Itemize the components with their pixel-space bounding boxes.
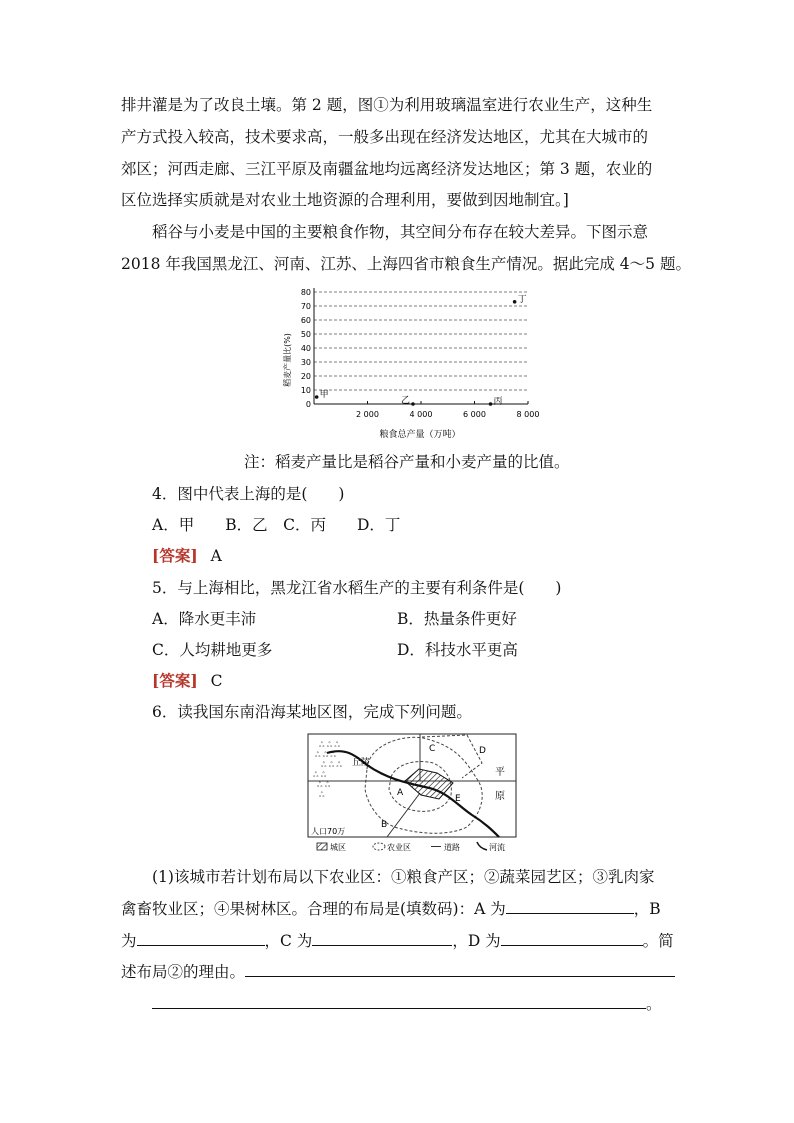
chart-point-2 bbox=[411, 402, 415, 406]
chart-x-tick-label: 4 000 bbox=[409, 410, 433, 419]
q4-answer-tag: [答案] bbox=[152, 546, 198, 565]
chart-y-tick-label: 10 bbox=[300, 386, 311, 395]
answer-blank-d[interactable] bbox=[501, 931, 643, 946]
svg-text:ஃ ஃ: ஃ ஃ bbox=[313, 771, 327, 779]
chart-point-label: 丁 bbox=[517, 294, 527, 305]
intro-line-3: 郊区；河西走廊、三江平原及南疆盆地均远离经济发达地区；第 3 题，农业的 bbox=[121, 160, 653, 178]
q5-option-d: D．科技水平更高 bbox=[397, 641, 518, 659]
q5-option-a: A．降水更丰沛 bbox=[152, 610, 257, 628]
intro-line-4: 区位选择实质就是对农业土地资源的合理利用，要做到因地制宜。] bbox=[121, 191, 569, 209]
answer-blank-a[interactable] bbox=[506, 899, 634, 914]
q6-sub1-line3-d: 。简 bbox=[642, 932, 674, 950]
chart-point-3 bbox=[489, 402, 493, 406]
map-label-c: C bbox=[429, 744, 436, 754]
chart-note: 注：稻麦产量比是稻谷产量和小麦产量的比值。 bbox=[244, 453, 570, 471]
map-label-a: A bbox=[397, 788, 404, 798]
q4-options: A．甲 B．乙 C．丙 D．丁 bbox=[152, 516, 401, 534]
chart-y-tick-label: 60 bbox=[300, 316, 311, 325]
map-label-hill: 丘陵 bbox=[352, 758, 371, 768]
chart-x-tick-label: 6 000 bbox=[463, 410, 486, 419]
chart-y-tick-label: 0 bbox=[305, 400, 311, 409]
q6-stem: 6．读我国东南沿海某地区图，完成下列问题。 bbox=[152, 703, 472, 721]
answer-blank-reason-1[interactable] bbox=[245, 962, 675, 977]
q4-answer bbox=[152, 546, 222, 566]
q6-sub1-line2-tail: ，B bbox=[633, 900, 661, 918]
map-label-d: D bbox=[479, 746, 486, 756]
answer-blank-c[interactable] bbox=[312, 931, 452, 946]
q5-answer-value: C bbox=[210, 672, 223, 690]
chart-point-1 bbox=[315, 395, 319, 399]
chart-y-tick-label: 80 bbox=[300, 288, 311, 297]
q5-answer bbox=[152, 671, 222, 691]
intro-line-1: 排井灌是为了改良土壤。第 2 题，图①为利用玻璃温室进行农业生产，这种生 bbox=[121, 96, 653, 114]
q6-sub1-line2 bbox=[121, 899, 661, 919]
chart-x-tick-label: 2 000 bbox=[356, 410, 379, 419]
legend-agri: 农业区 bbox=[387, 843, 411, 852]
q6-sub1-line3-a: 为 bbox=[121, 932, 137, 950]
q6-sub1-line3-c: ，D 为 bbox=[452, 932, 501, 950]
svg-text:ஃ ஃ ஃ: ஃ ஃ ஃ bbox=[319, 741, 340, 749]
q6-sub1-line2-text: 禽畜牧业区；④果树林区。合理的布局是(填数码)：A 为 bbox=[121, 900, 506, 918]
q6-end-mark: 。 bbox=[646, 995, 662, 1013]
legend-road: 道路 bbox=[444, 843, 460, 852]
grain-production-chart bbox=[278, 282, 548, 442]
chart-point-label: 丙 bbox=[493, 397, 503, 407]
svg-text:ஃ: ஃ bbox=[319, 791, 325, 799]
para2-line-2: 2018 年我国黑龙江、河南、江苏、上海四省市粮食生产情况。据此完成 4～5 题。 bbox=[121, 255, 691, 273]
chart-y-tick-label: 20 bbox=[300, 372, 311, 381]
q4-answer-value: A bbox=[210, 547, 222, 565]
legend-city: 城区 bbox=[330, 843, 346, 852]
map-label-population: 人口70万 bbox=[311, 827, 346, 836]
map-label-plain-1: 平 bbox=[495, 767, 505, 778]
map-label-plain-2: 原 bbox=[495, 791, 505, 802]
q6-sub1-line4-text: 述布局②的理由。 bbox=[121, 963, 246, 981]
legend-river: 河流 bbox=[489, 843, 505, 852]
chart-y-tick-label: 40 bbox=[300, 344, 311, 353]
coastal-region-map bbox=[307, 733, 522, 855]
q6-sub1-line3 bbox=[121, 931, 674, 951]
chart-point-4 bbox=[513, 300, 517, 304]
chart-x-label: 粮食总产量（万吨） bbox=[379, 430, 461, 440]
q6-sub1-line4 bbox=[121, 962, 675, 982]
hill-symbols bbox=[313, 741, 342, 799]
q6-sub1-line1: (1)该城市若计划布局以下农业区：①粮食产区；②蔬菜园艺区；③乳肉家 bbox=[152, 868, 655, 886]
chart-y-tick-label: 50 bbox=[300, 330, 311, 339]
q5-option-b: B．热量条件更好 bbox=[397, 610, 517, 628]
q5-answer-tag: [答案] bbox=[152, 671, 198, 690]
para2-line-1: 稻谷与小麦是中国的主要粮食作物，其空间分布存在较大差异。下图示意 bbox=[152, 223, 649, 241]
chart-point-label: 甲 bbox=[319, 390, 329, 400]
q4-stem: 4．图中代表上海的是( ) bbox=[152, 485, 345, 503]
chart-y-tick-label: 30 bbox=[300, 358, 311, 367]
q6-sub1-line5 bbox=[152, 994, 662, 1014]
q5-option-c: C．人均耕地更多 bbox=[152, 641, 273, 659]
chart-y-tick-label: 70 bbox=[300, 302, 311, 311]
chart-y-label: 稻麦产量比(%) bbox=[283, 333, 292, 387]
q5-stem: 5．与上海相比，黑龙江省水稻生产的主要有利条件是( ) bbox=[152, 579, 562, 597]
map-label-b: B bbox=[381, 820, 388, 830]
answer-blank-reason-2[interactable] bbox=[152, 994, 646, 1009]
svg-text:ஃ ஃ: ஃ ஃ bbox=[317, 781, 331, 789]
road-diagonal bbox=[387, 793, 420, 837]
chart-x-tick-label: 8 000 bbox=[516, 410, 540, 419]
map-label-e: E bbox=[455, 794, 461, 804]
svg-text:ஃ ஃ ஃ: ஃ ஃ ஃ bbox=[321, 761, 342, 769]
map-legend bbox=[317, 842, 505, 852]
q6-sub1-line3-b: ，C 为 bbox=[264, 932, 313, 950]
answer-blank-b[interactable] bbox=[137, 931, 265, 946]
svg-text:ஃ ஃ ஃ: ஃ ஃ ஃ bbox=[315, 751, 336, 759]
chart-point-label: 乙 bbox=[400, 396, 410, 406]
intro-line-2: 产方式投入较高，技术要求高，一般多出现在经济发达地区，尤其在大城市的 bbox=[121, 128, 649, 146]
